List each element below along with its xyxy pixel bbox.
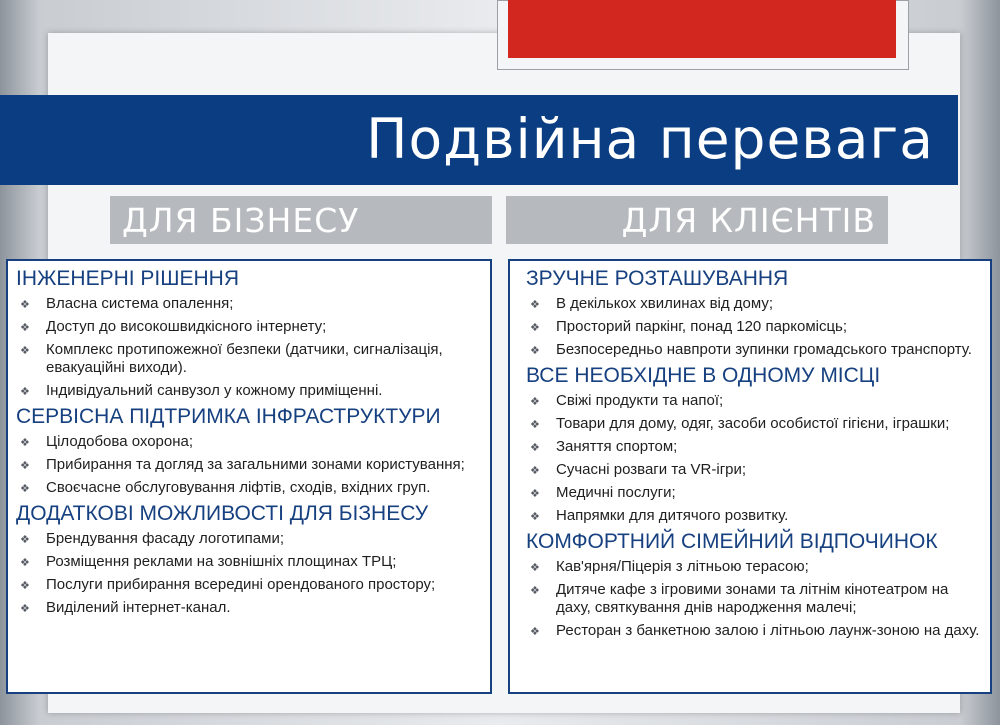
list-item <box>526 392 982 410</box>
list-item <box>526 415 982 433</box>
diamond-bullet-icon: ❖ <box>530 396 540 408</box>
business-header <box>110 196 492 244</box>
list-item <box>16 599 482 617</box>
diamond-bullet-icon: ❖ <box>20 534 30 546</box>
list-item <box>526 295 982 313</box>
list-item-text: Індивідуальний санвузол у кожному приміщенні. <box>46 382 383 399</box>
list-item <box>526 581 982 617</box>
section-list <box>16 433 482 497</box>
diamond-bullet-icon: ❖ <box>530 322 540 334</box>
clients-panel <box>508 259 992 694</box>
diamond-bullet-icon: ❖ <box>20 483 30 495</box>
list-item-text: Сучасні розваги та VR-ігри; <box>556 461 747 478</box>
section-list <box>526 558 982 640</box>
list-item-text: Безпосередньо навпроти зупинки громадського транспорту. <box>556 341 972 358</box>
clients-header <box>506 196 888 244</box>
list-item <box>16 553 482 571</box>
list-item-text: Товари для дому, одяг, засоби особистої гігієни, іграшки; <box>556 415 950 432</box>
diamond-bullet-icon: ❖ <box>530 345 540 357</box>
business-panel <box>6 259 492 694</box>
list-item-text: Дитяче кафе з ігровими зонами та літнім кінотеатром на даху, святкування днів народження малечі; <box>556 581 949 616</box>
diamond-bullet-icon: ❖ <box>530 511 540 523</box>
list-item <box>16 479 482 497</box>
list-item <box>526 622 982 640</box>
list-item <box>526 558 982 576</box>
list-item-text: Послуги прибирання всередині орендованого простору; <box>46 576 436 593</box>
list-item <box>16 295 482 313</box>
list-item-text: Своєчасне обслуговування ліфтів, сходів, вхідних груп. <box>46 479 431 496</box>
diamond-bullet-icon: ❖ <box>20 345 30 357</box>
slide-title: Подвійна перевага <box>366 107 934 171</box>
list-item-text: Напрямки для дитячого розвитку. <box>556 507 789 524</box>
list-item-text: Цілодобова охорона; <box>46 433 194 450</box>
list-item <box>16 530 482 548</box>
diamond-bullet-icon: ❖ <box>530 465 540 477</box>
list-item <box>526 507 982 525</box>
list-item-text: Власна система опалення; <box>46 295 234 312</box>
list-item-text: Доступ до високошвидкісного інтернету; <box>46 318 327 335</box>
list-item <box>526 461 982 479</box>
diamond-bullet-icon: ❖ <box>20 460 30 472</box>
diamond-bullet-icon: ❖ <box>20 603 30 615</box>
diamond-bullet-icon: ❖ <box>20 437 30 449</box>
diamond-bullet-icon: ❖ <box>530 299 540 311</box>
list-item <box>16 341 482 377</box>
clients-header-label: ДЛЯ КЛІЄНТІВ <box>621 200 876 240</box>
diamond-bullet-icon: ❖ <box>20 557 30 569</box>
list-item <box>526 341 982 359</box>
list-item-text: Прибирання та догляд за загальними зонами користування; <box>46 456 465 473</box>
section-title: ВСЕ НЕОБХІДНЕ В ОДНОМУ МІСЦІ <box>526 364 881 387</box>
list-item-text: Просторий паркінг, понад 120 паркомісць; <box>556 318 848 335</box>
section-list <box>16 295 482 400</box>
list-item <box>526 318 982 336</box>
list-item-text: Розміщення реклами на зовнішніх площинах ТРЦ; <box>46 553 397 570</box>
section-list <box>16 530 482 617</box>
section-title: ЗРУЧНЕ РОЗТАШУВАННЯ <box>526 267 789 290</box>
list-item <box>16 456 482 474</box>
list-item-text: Медичні послуги; <box>556 484 676 501</box>
accent-red-block <box>508 0 896 58</box>
diamond-bullet-icon: ❖ <box>20 386 30 398</box>
list-item <box>16 433 482 451</box>
list-item-text: В декількох хвилинах від дому; <box>556 295 774 312</box>
diamond-bullet-icon: ❖ <box>530 585 540 597</box>
section-list <box>526 392 982 525</box>
section-list <box>526 295 982 359</box>
list-item-text: Ресторан з банкетною залою і літньою лаунж-зоною на даху. <box>556 622 980 639</box>
diamond-bullet-icon: ❖ <box>530 562 540 574</box>
list-item <box>526 484 982 502</box>
diamond-bullet-icon: ❖ <box>530 442 540 454</box>
title-band <box>0 95 958 185</box>
list-item-text: Свіжі продукти та напої; <box>556 392 724 409</box>
diamond-bullet-icon: ❖ <box>20 299 30 311</box>
business-header-label: ДЛЯ БІЗНЕСУ <box>122 200 360 240</box>
list-item-text: Кав'ярня/Піцерія з літньою терасою; <box>556 558 809 575</box>
list-item <box>16 382 482 400</box>
diamond-bullet-icon: ❖ <box>530 419 540 431</box>
list-item-text: Брендування фасаду логотипами; <box>46 530 285 547</box>
diamond-bullet-icon: ❖ <box>20 322 30 334</box>
list-item <box>526 438 982 456</box>
section-title: ДОДАТКОВІ МОЖЛИВОСТІ ДЛЯ БІЗНЕСУ <box>16 502 429 525</box>
diamond-bullet-icon: ❖ <box>530 488 540 500</box>
section-title: ІНЖЕНЕРНІ РІШЕННЯ <box>16 267 240 290</box>
section-title: КОМФОРТНИЙ СІМЕЙНИЙ ВІДПОЧИНОК <box>526 530 938 553</box>
list-item-text: Виділений інтернет-канал. <box>46 599 231 616</box>
list-item-text: Заняття спортом; <box>556 438 678 455</box>
section-title: СЕРВІСНА ПІДТРИМКА ІНФРАСТРУКТУРИ <box>16 405 441 428</box>
list-item <box>16 318 482 336</box>
diamond-bullet-icon: ❖ <box>530 626 540 638</box>
diamond-bullet-icon: ❖ <box>20 580 30 592</box>
list-item-text: Комплекс протипожежної безпеки (датчики, сигналізація, евакуаційні виходи). <box>46 341 443 376</box>
list-item <box>16 576 482 594</box>
